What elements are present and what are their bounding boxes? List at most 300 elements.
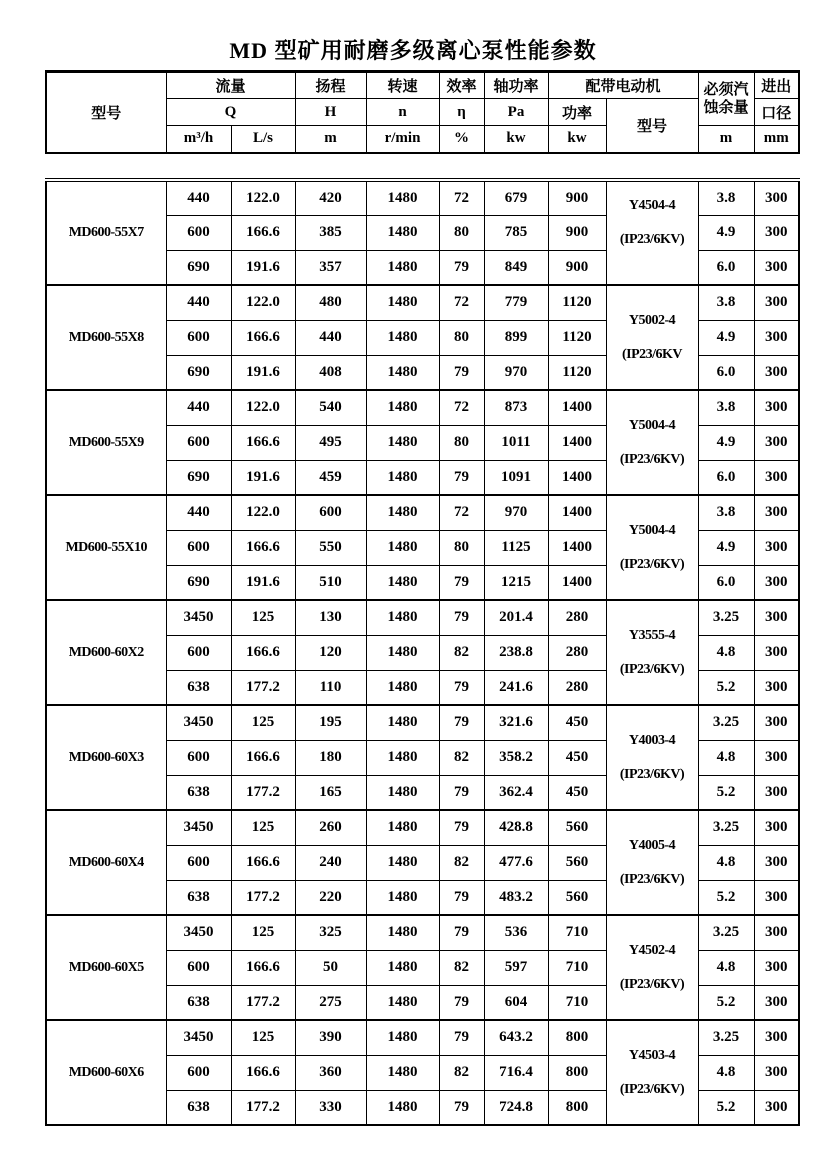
header-head-unit: m	[295, 126, 366, 153]
shaft-power-cell: 779	[484, 285, 548, 320]
flow-ls-cell: 125	[231, 1020, 295, 1055]
head-cell: 550	[295, 530, 366, 565]
head-cell: 510	[295, 565, 366, 600]
speed-cell: 1480	[366, 460, 439, 495]
head-cell: 360	[295, 1055, 366, 1090]
npsh-cell: 4.9	[698, 425, 754, 460]
pump-model-cell: MD600-60X2	[46, 600, 166, 705]
efficiency-cell: 80	[439, 425, 484, 460]
head-cell: 195	[295, 705, 366, 740]
flow-m3h-cell: 638	[166, 880, 231, 915]
flow-m3h-cell: 3450	[166, 600, 231, 635]
npsh-cell: 3.25	[698, 915, 754, 950]
head-cell: 408	[295, 355, 366, 390]
motor-power-cell: 900	[548, 215, 606, 250]
flow-m3h-cell: 440	[166, 285, 231, 320]
flow-ls-cell: 166.6	[231, 845, 295, 880]
flow-ls-cell: 177.2	[231, 880, 295, 915]
efficiency-cell: 72	[439, 495, 484, 530]
pump-model-cell: MD600-60X3	[46, 705, 166, 810]
motor-spec-line: (IP23/6KV)	[619, 766, 685, 782]
flow-m3h-cell: 600	[166, 845, 231, 880]
speed-cell: 1480	[366, 1090, 439, 1125]
efficiency-cell: 79	[439, 775, 484, 810]
motor-spec-line: (IP23/6KV)	[619, 871, 685, 887]
npsh-cell: 4.8	[698, 635, 754, 670]
header-npsh-line1: 必须汽	[703, 82, 749, 98]
pump-model-cell: MD600-60X6	[46, 1020, 166, 1125]
motor-power-cell: 710	[548, 950, 606, 985]
efficiency-cell: 79	[439, 985, 484, 1020]
flow-ls-cell: 166.6	[231, 1055, 295, 1090]
efficiency-cell: 79	[439, 460, 484, 495]
pump-model-cell: MD600-55X8	[46, 285, 166, 390]
pump-table-body	[46, 180, 799, 1125]
flow-m3h-cell: 690	[166, 460, 231, 495]
header-motor-model: 型号	[606, 99, 698, 153]
page-title: MD 型矿用耐磨多级离心泵性能参数	[229, 38, 597, 63]
header-model: 型号	[46, 72, 166, 153]
head-cell: 480	[295, 285, 366, 320]
motor-model-line: Y4502-4	[628, 942, 676, 958]
flow-m3h-cell: 600	[166, 950, 231, 985]
pump-model-cell: MD600-60X4	[46, 810, 166, 915]
head-cell: 390	[295, 1020, 366, 1055]
speed-cell: 1480	[366, 600, 439, 635]
flow-m3h-cell: 638	[166, 670, 231, 705]
efficiency-cell: 72	[439, 285, 484, 320]
flow-m3h-cell: 600	[166, 320, 231, 355]
port-size-cell: 300	[754, 1020, 799, 1055]
header-flow: 流量	[166, 72, 295, 99]
speed-cell: 1480	[366, 285, 439, 320]
header-shaft-power-unit: kw	[484, 126, 548, 153]
npsh-cell: 4.8	[698, 950, 754, 985]
flow-ls-cell: 191.6	[231, 355, 295, 390]
motor-power-cell: 1400	[548, 495, 606, 530]
speed-cell: 1480	[366, 180, 439, 215]
flow-m3h-cell: 600	[166, 425, 231, 460]
speed-cell: 1480	[366, 355, 439, 390]
efficiency-cell: 82	[439, 635, 484, 670]
pump-model-cell: MD600-55X10	[46, 495, 166, 600]
header-flow-symbol: Q	[166, 99, 295, 126]
motor-model-line: Y5004-4	[628, 417, 676, 433]
speed-cell: 1480	[366, 985, 439, 1020]
header-head: 扬程	[295, 72, 366, 99]
speed-cell: 1480	[366, 1020, 439, 1055]
pump-model-cell: MD600-55X9	[46, 390, 166, 495]
port-size-cell: 300	[754, 775, 799, 810]
port-size-cell: 300	[754, 460, 799, 495]
motor-model-line: Y5002-4	[628, 312, 676, 328]
port-size-cell: 300	[754, 950, 799, 985]
header-efficiency: 效率	[439, 72, 484, 99]
motor-power-cell: 560	[548, 845, 606, 880]
motor-power-cell: 280	[548, 670, 606, 705]
flow-m3h-cell: 690	[166, 355, 231, 390]
shaft-power-cell: 321.6	[484, 705, 548, 740]
shaft-power-cell: 597	[484, 950, 548, 985]
shaft-power-cell: 362.4	[484, 775, 548, 810]
head-cell: 240	[295, 845, 366, 880]
efficiency-cell: 79	[439, 1090, 484, 1125]
efficiency-cell: 82	[439, 845, 484, 880]
flow-m3h-cell: 690	[166, 565, 231, 600]
shaft-power-cell: 428.8	[484, 810, 548, 845]
motor-model-line: Y4503-4	[628, 1047, 676, 1063]
header-head-symbol: H	[295, 99, 366, 126]
motor-power-cell: 1400	[548, 425, 606, 460]
npsh-cell: 5.2	[698, 1090, 754, 1125]
head-cell: 540	[295, 390, 366, 425]
efficiency-cell: 80	[439, 320, 484, 355]
port-size-cell: 300	[754, 215, 799, 250]
motor-spec-line: (IP23/6KV)	[619, 1081, 685, 1097]
shaft-power-cell: 1011	[484, 425, 548, 460]
flow-ls-cell: 177.2	[231, 1090, 295, 1125]
efficiency-cell: 79	[439, 810, 484, 845]
flow-ls-cell: 122.0	[231, 390, 295, 425]
shaft-power-cell: 1091	[484, 460, 548, 495]
speed-cell: 1480	[366, 1055, 439, 1090]
motor-model-cell	[606, 390, 698, 495]
motor-power-cell: 280	[548, 635, 606, 670]
head-cell: 130	[295, 600, 366, 635]
header-flow-unit-m3h: m³/h	[166, 126, 231, 153]
efficiency-cell: 82	[439, 950, 484, 985]
flow-ls-cell: 177.2	[231, 670, 295, 705]
npsh-cell: 3.25	[698, 705, 754, 740]
motor-model-cell	[606, 495, 698, 600]
motor-spec-line: (IP23/6KV)	[619, 232, 685, 247]
table-row	[46, 600, 799, 635]
speed-cell: 1480	[366, 635, 439, 670]
port-size-cell: 300	[754, 1055, 799, 1090]
port-size-cell: 300	[754, 915, 799, 950]
shaft-power-cell: 679	[484, 180, 548, 215]
flow-ls-cell: 125	[231, 915, 295, 950]
shaft-power-cell: 970	[484, 495, 548, 530]
pump-table-header	[45, 70, 800, 154]
flow-m3h-cell: 690	[166, 250, 231, 285]
table-row	[46, 390, 799, 425]
table-row	[46, 810, 799, 845]
motor-model-line: Y4504-4	[628, 198, 676, 213]
speed-cell: 1480	[366, 705, 439, 740]
port-size-cell: 300	[754, 635, 799, 670]
shaft-power-cell: 477.6	[484, 845, 548, 880]
table-row	[46, 285, 799, 320]
efficiency-cell: 79	[439, 880, 484, 915]
flow-m3h-cell: 638	[166, 775, 231, 810]
header-port-line2: 口径	[754, 99, 799, 126]
speed-cell: 1480	[366, 250, 439, 285]
flow-ls-cell: 166.6	[231, 635, 295, 670]
head-cell: 120	[295, 635, 366, 670]
efficiency-cell: 79	[439, 565, 484, 600]
motor-model-cell	[606, 285, 698, 390]
npsh-cell: 6.0	[698, 565, 754, 600]
motor-power-cell: 560	[548, 880, 606, 915]
efficiency-cell: 72	[439, 390, 484, 425]
header-shaft-power-symbol: Pa	[484, 99, 548, 126]
motor-model-cell	[606, 600, 698, 705]
motor-model-cell	[606, 180, 698, 285]
motor-model-line: Y4003-4	[628, 732, 676, 748]
efficiency-cell: 82	[439, 1055, 484, 1090]
motor-model-cell	[606, 915, 698, 1020]
head-cell: 260	[295, 810, 366, 845]
head-cell: 420	[295, 180, 366, 215]
speed-cell: 1480	[366, 215, 439, 250]
header-npsh-line2: 蚀余量	[703, 100, 749, 116]
shaft-power-cell: 1125	[484, 530, 548, 565]
npsh-cell: 5.2	[698, 985, 754, 1020]
table-row	[46, 180, 799, 215]
motor-model-cell	[606, 810, 698, 915]
header-flow-unit-ls: L/s	[231, 126, 295, 153]
shaft-power-cell: 849	[484, 250, 548, 285]
efficiency-cell: 79	[439, 600, 484, 635]
npsh-cell: 3.8	[698, 180, 754, 215]
header-shaft-power: 轴功率	[484, 72, 548, 99]
efficiency-cell: 79	[439, 355, 484, 390]
shaft-power-cell: 970	[484, 355, 548, 390]
npsh-cell: 3.8	[698, 495, 754, 530]
head-cell: 275	[295, 985, 366, 1020]
speed-cell: 1480	[366, 530, 439, 565]
flow-ls-cell: 122.0	[231, 180, 295, 215]
npsh-cell: 4.9	[698, 320, 754, 355]
flow-ls-cell: 166.6	[231, 950, 295, 985]
header-port-unit: mm	[754, 126, 799, 153]
efficiency-cell: 80	[439, 530, 484, 565]
speed-cell: 1480	[366, 845, 439, 880]
flow-m3h-cell: 600	[166, 740, 231, 775]
header-motor-power-unit: kw	[548, 126, 606, 153]
speed-cell: 1480	[366, 670, 439, 705]
port-size-cell: 300	[754, 985, 799, 1020]
header-motor-power: 功率	[548, 99, 606, 126]
npsh-cell: 4.8	[698, 740, 754, 775]
flow-m3h-cell: 3450	[166, 705, 231, 740]
flow-m3h-cell: 638	[166, 1090, 231, 1125]
head-cell: 459	[295, 460, 366, 495]
shaft-power-cell: 483.2	[484, 880, 548, 915]
motor-power-cell: 800	[548, 1055, 606, 1090]
flow-ls-cell: 125	[231, 810, 295, 845]
header-npsh-unit: m	[698, 126, 754, 153]
efficiency-cell: 79	[439, 705, 484, 740]
shaft-power-cell: 241.6	[484, 670, 548, 705]
shaft-power-cell: 785	[484, 215, 548, 250]
motor-power-cell: 1400	[548, 565, 606, 600]
flow-ls-cell: 166.6	[231, 530, 295, 565]
flow-ls-cell: 191.6	[231, 250, 295, 285]
speed-cell: 1480	[366, 915, 439, 950]
motor-model-cell	[606, 705, 698, 810]
head-cell: 220	[295, 880, 366, 915]
port-size-cell: 300	[754, 180, 799, 215]
shaft-power-cell: 201.4	[484, 600, 548, 635]
speed-cell: 1480	[366, 740, 439, 775]
efficiency-cell: 79	[439, 915, 484, 950]
port-size-cell: 300	[754, 810, 799, 845]
header-speed-symbol: n	[366, 99, 439, 126]
npsh-cell: 6.0	[698, 460, 754, 495]
motor-power-cell: 450	[548, 775, 606, 810]
flow-m3h-cell: 600	[166, 1055, 231, 1090]
table-row	[46, 495, 799, 530]
shaft-power-cell: 643.2	[484, 1020, 548, 1055]
shaft-power-cell: 536	[484, 915, 548, 950]
npsh-cell: 6.0	[698, 355, 754, 390]
flow-m3h-cell: 638	[166, 985, 231, 1020]
port-size-cell: 300	[754, 320, 799, 355]
speed-cell: 1480	[366, 810, 439, 845]
flow-ls-cell: 125	[231, 600, 295, 635]
flow-ls-cell: 177.2	[231, 775, 295, 810]
table-row	[46, 1020, 799, 1055]
flow-ls-cell: 177.2	[231, 985, 295, 1020]
shaft-power-cell: 899	[484, 320, 548, 355]
motor-power-cell: 1400	[548, 460, 606, 495]
npsh-cell: 5.2	[698, 670, 754, 705]
motor-model-line: Y5004-4	[628, 522, 676, 538]
motor-power-cell: 710	[548, 915, 606, 950]
flow-ls-cell: 122.0	[231, 285, 295, 320]
motor-spec-line: (IP23/6KV)	[619, 556, 685, 572]
flow-m3h-cell: 3450	[166, 810, 231, 845]
npsh-cell: 3.25	[698, 600, 754, 635]
motor-spec-line: (IP23/6KV)	[619, 976, 685, 992]
npsh-cell: 3.25	[698, 1020, 754, 1055]
shaft-power-cell: 716.4	[484, 1055, 548, 1090]
table-row	[46, 705, 799, 740]
head-cell: 357	[295, 250, 366, 285]
header-speed: 转速	[366, 72, 439, 99]
npsh-cell: 5.2	[698, 880, 754, 915]
head-cell: 50	[295, 950, 366, 985]
port-size-cell: 300	[754, 250, 799, 285]
flow-m3h-cell: 3450	[166, 1020, 231, 1055]
motor-power-cell: 1400	[548, 530, 606, 565]
flow-ls-cell: 125	[231, 705, 295, 740]
flow-m3h-cell: 440	[166, 390, 231, 425]
motor-spec-line: (IP23/6KV)	[619, 661, 685, 677]
port-size-cell: 300	[754, 670, 799, 705]
npsh-cell: 6.0	[698, 250, 754, 285]
header-efficiency-symbol: η	[439, 99, 484, 126]
efficiency-cell: 72	[439, 180, 484, 215]
flow-m3h-cell: 440	[166, 180, 231, 215]
header-port-line1: 进出	[754, 72, 799, 99]
head-cell: 440	[295, 320, 366, 355]
flow-ls-cell: 166.6	[231, 425, 295, 460]
pump-model-cell: MD600-55X7	[46, 180, 166, 285]
flow-ls-cell: 166.6	[231, 320, 295, 355]
head-cell: 385	[295, 215, 366, 250]
head-cell: 110	[295, 670, 366, 705]
flow-m3h-cell: 600	[166, 635, 231, 670]
efficiency-cell: 79	[439, 670, 484, 705]
shaft-power-cell: 1215	[484, 565, 548, 600]
motor-power-cell: 900	[548, 180, 606, 215]
table-row	[46, 915, 799, 950]
motor-model-line: Y4005-4	[628, 837, 676, 853]
shaft-power-cell: 358.2	[484, 740, 548, 775]
npsh-cell: 3.8	[698, 285, 754, 320]
shaft-power-cell: 724.8	[484, 1090, 548, 1125]
header-row-1	[46, 72, 799, 99]
port-size-cell: 300	[754, 705, 799, 740]
npsh-cell: 3.8	[698, 390, 754, 425]
motor-power-cell: 900	[548, 250, 606, 285]
head-cell: 180	[295, 740, 366, 775]
motor-power-cell: 1400	[548, 390, 606, 425]
motor-power-cell: 280	[548, 600, 606, 635]
flow-ls-cell: 191.6	[231, 460, 295, 495]
port-size-cell: 300	[754, 390, 799, 425]
pump-model-cell: MD600-60X5	[46, 915, 166, 1020]
header-motor: 配带电动机	[548, 72, 698, 99]
port-size-cell: 300	[754, 880, 799, 915]
flow-ls-cell: 166.6	[231, 215, 295, 250]
efficiency-cell: 80	[439, 215, 484, 250]
motor-power-cell: 1120	[548, 285, 606, 320]
npsh-cell: 4.9	[698, 215, 754, 250]
motor-power-cell: 1120	[548, 320, 606, 355]
port-size-cell: 300	[754, 425, 799, 460]
motor-power-cell: 450	[548, 705, 606, 740]
flow-ls-cell: 191.6	[231, 565, 295, 600]
pump-table	[45, 178, 800, 1126]
efficiency-cell: 79	[439, 1020, 484, 1055]
motor-power-cell: 560	[548, 810, 606, 845]
efficiency-cell: 79	[439, 250, 484, 285]
flow-m3h-cell: 3450	[166, 915, 231, 950]
motor-model-line: Y3555-4	[628, 627, 676, 643]
port-size-cell: 300	[754, 530, 799, 565]
motor-power-cell: 710	[548, 985, 606, 1020]
flow-m3h-cell: 600	[166, 530, 231, 565]
port-size-cell: 300	[754, 600, 799, 635]
npsh-cell: 3.25	[698, 810, 754, 845]
speed-cell: 1480	[366, 880, 439, 915]
port-size-cell: 300	[754, 1090, 799, 1125]
flow-ls-cell: 166.6	[231, 740, 295, 775]
flow-m3h-cell: 440	[166, 495, 231, 530]
head-cell: 325	[295, 915, 366, 950]
shaft-power-cell: 604	[484, 985, 548, 1020]
motor-power-cell: 800	[548, 1090, 606, 1125]
motor-power-cell: 800	[548, 1020, 606, 1055]
speed-cell: 1480	[366, 320, 439, 355]
head-cell: 330	[295, 1090, 366, 1125]
port-size-cell: 300	[754, 495, 799, 530]
motor-spec-line: (IP23/6KV	[621, 346, 683, 362]
speed-cell: 1480	[366, 390, 439, 425]
flow-ls-cell: 122.0	[231, 495, 295, 530]
head-cell: 165	[295, 775, 366, 810]
shaft-power-cell: 873	[484, 390, 548, 425]
motor-spec-line: (IP23/6KV)	[619, 451, 685, 467]
header-speed-unit: r/min	[366, 126, 439, 153]
port-size-cell: 300	[754, 740, 799, 775]
port-size-cell: 300	[754, 845, 799, 880]
header-npsh	[698, 72, 754, 126]
